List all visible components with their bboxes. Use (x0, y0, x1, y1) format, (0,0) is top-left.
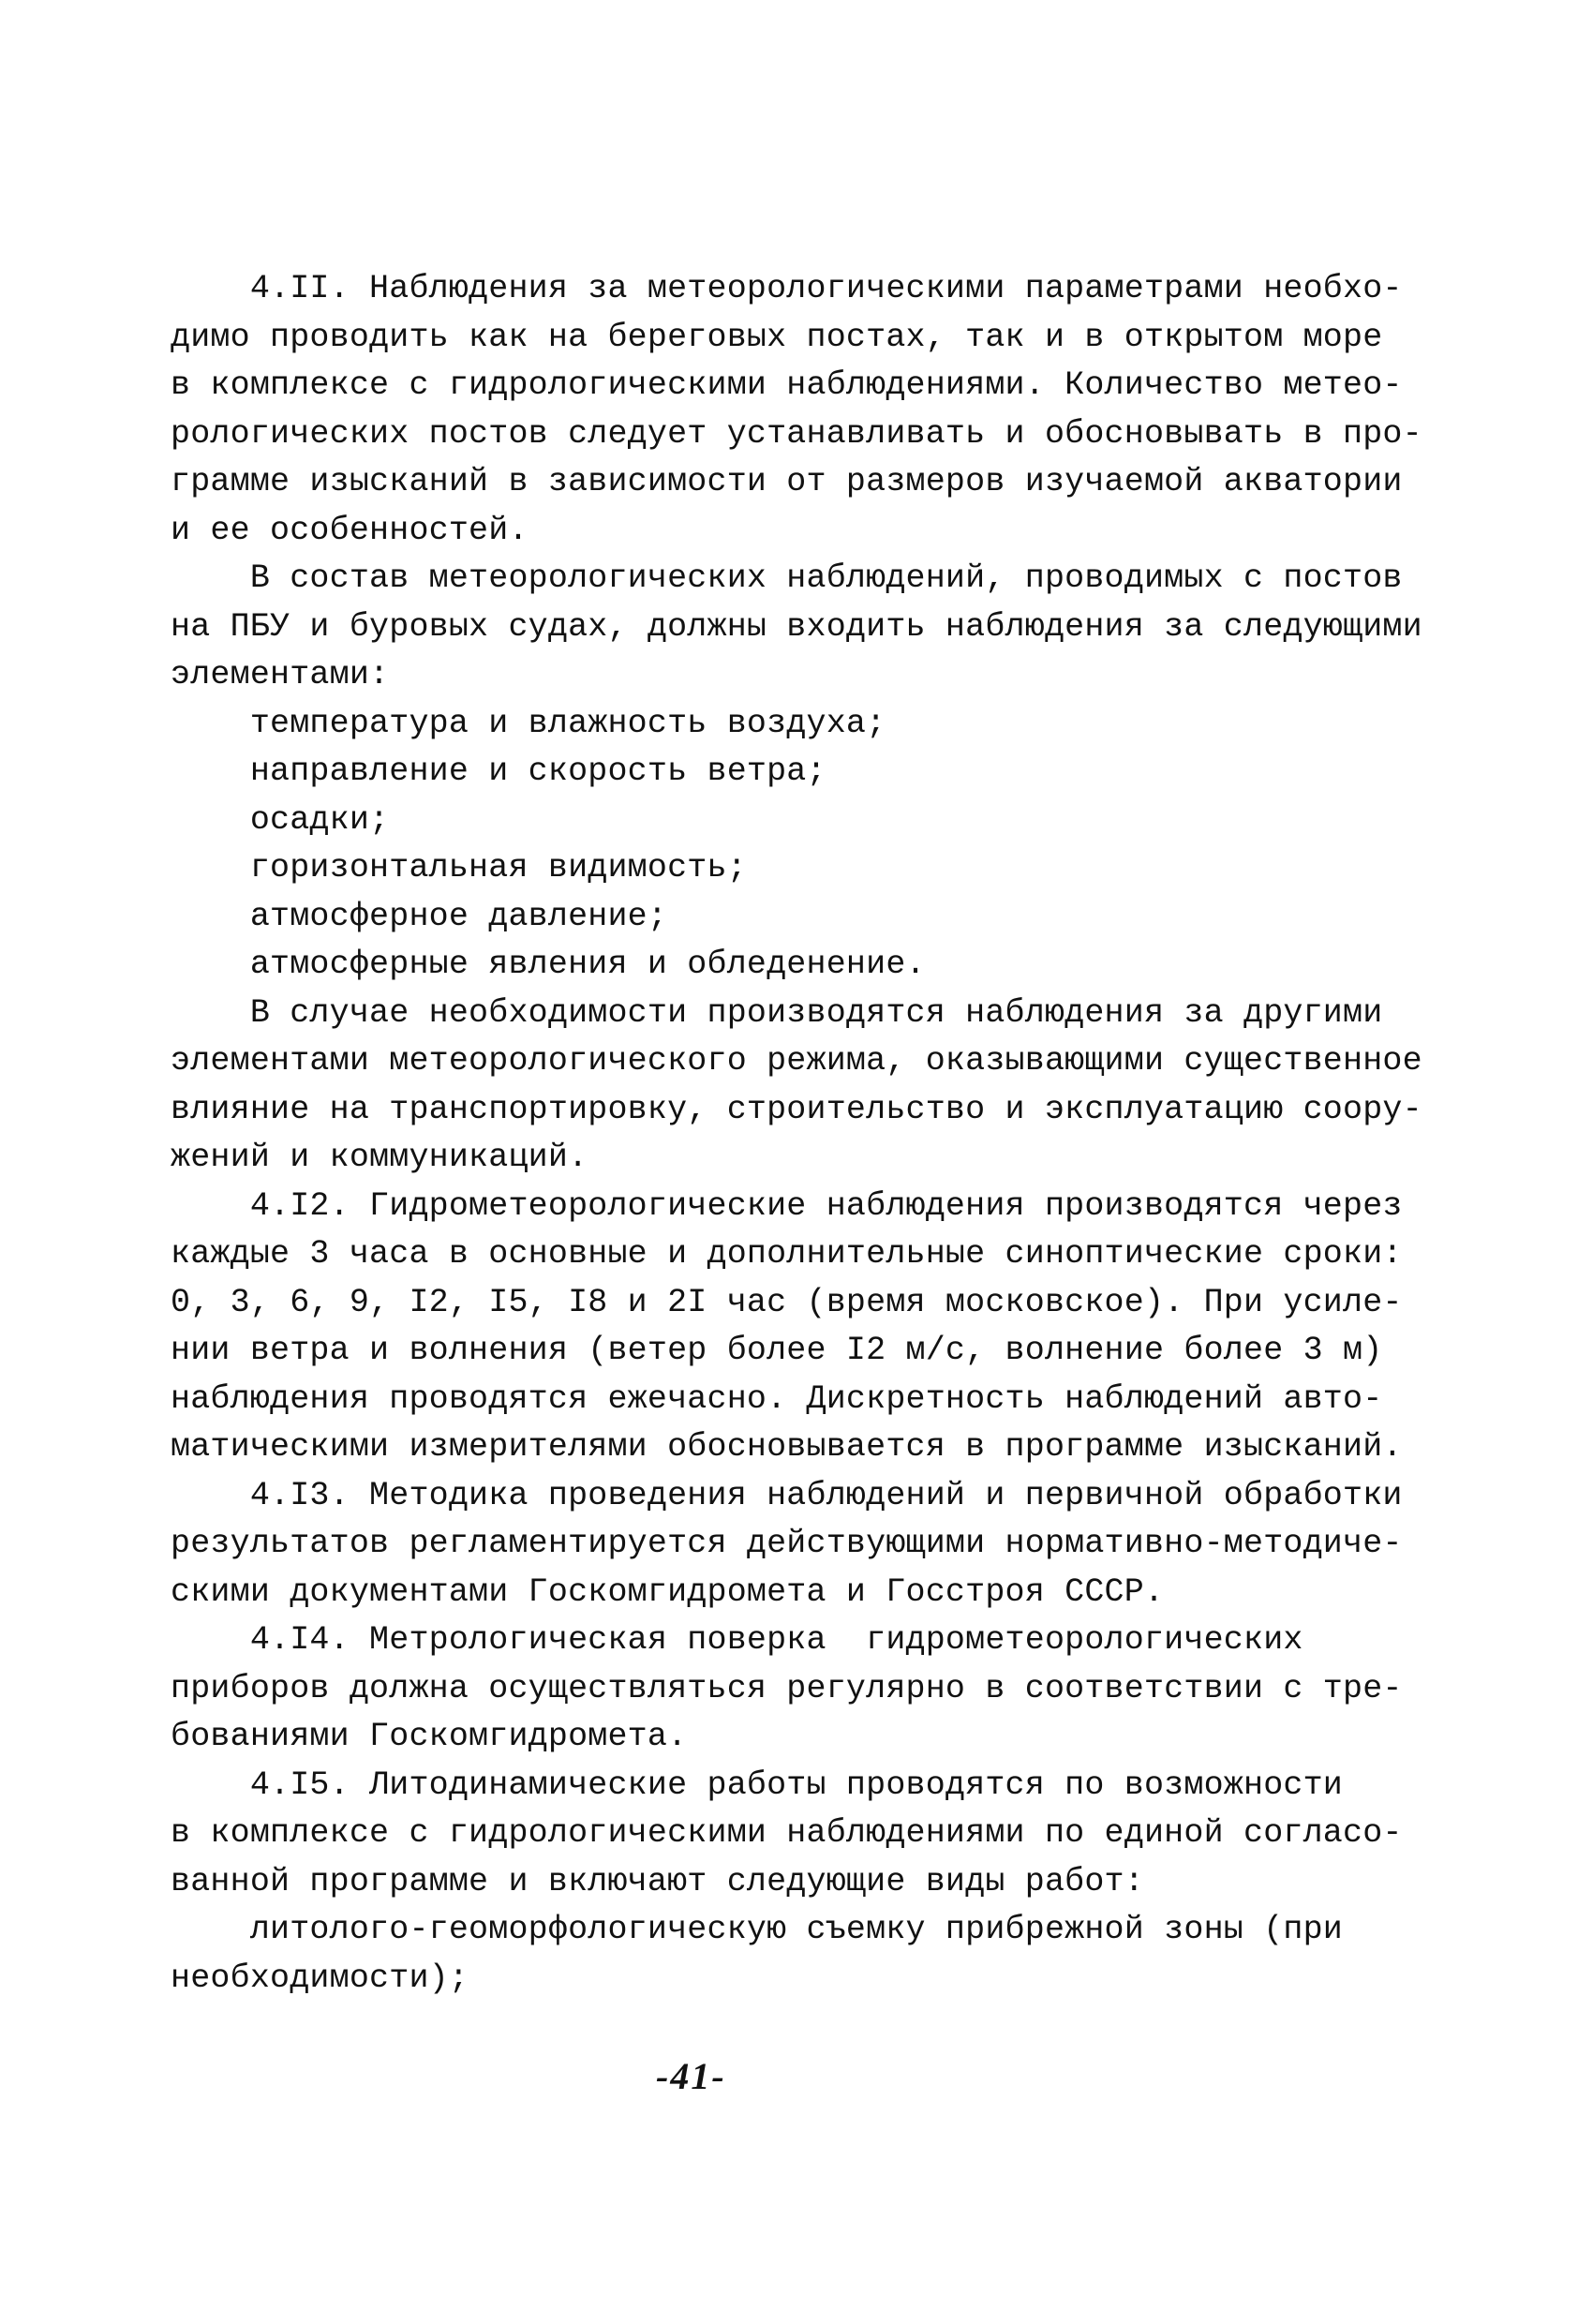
text-line: димо проводить как на береговых постах, так и в открытом море (171, 318, 1383, 356)
text-line: влияние на транспортировку, строительство и эксплуатацию соору- (171, 1090, 1422, 1128)
list-item: температура и влажность воздуха; (171, 704, 886, 742)
text-line: 4.I3. Методика проведения наблюдений и первичной обработки (171, 1476, 1403, 1514)
text-line: грамме изысканий в зависимости от размеров изучаемой акватории (171, 463, 1403, 500)
list-item: атмосферное давление; (171, 897, 668, 935)
list-item: горизонтальная видимость; (171, 849, 747, 886)
text-line: и ее особенностей. (171, 511, 529, 549)
text-line: бованиями Госкомгидромета. (171, 1718, 688, 1755)
text-line: приборов должна осуществляться регулярно в соответствии с тре- (171, 1669, 1403, 1707)
list-item: необходимости); (171, 1959, 469, 1997)
text-line: результатов регламентируется действующими нормативно-методиче- (171, 1525, 1403, 1562)
text-line: в комплексе с гидрологическими наблюдениями по единой согласо- (171, 1814, 1403, 1852)
text-line: 4.I2. Гидрометеорологические наблюдения производятся через (171, 1186, 1403, 1225)
list-item: направление и скорость ветра; (171, 752, 826, 790)
text-line: наблюдения проводятся ежечасно. Дискретность наблюдений авто- (171, 1379, 1383, 1418)
text-line: на ПБУ и буровых судах, должны входить наблюдения за следующими (171, 607, 1422, 646)
text-line: 4.I5. Литодинамические работы проводятся по возможности (171, 1765, 1344, 1804)
text-line: жений и коммуникаций. (171, 1139, 588, 1176)
text-line: матическими измерителями обосновывается в программе изысканий. (171, 1428, 1403, 1466)
list-item: осадки; (171, 800, 390, 839)
text-line: 0, 3, 6, 9, I2, I5, I8 и 2I час (время московское). При усиле- (171, 1283, 1403, 1321)
page-number: -41- (656, 2055, 726, 2097)
text-line: элементами метеорологического режима, оказывающими существенное (171, 1042, 1422, 1080)
text-line: в комплексе с гидрологическими наблюдениями. Количество метео- (171, 366, 1403, 404)
text-line: 4.II. Наблюдения за метеорологическими параметрами необхо- (171, 270, 1403, 307)
text-line: каждые 3 часа в основные и дополнительные синоптические сроки: (171, 1235, 1403, 1273)
text-line: В состав метеорологических наблюдений, проводимых с постов (171, 559, 1403, 597)
text-line: нии ветра и волнения (ветер более I2 м/с, волнение более 3 м) (171, 1332, 1383, 1369)
list-item: литолого-геоморфологическую съемку прибрежной зоны (при (171, 1911, 1344, 1948)
text-line: ванной программе и включают следующие виды работ: (171, 1862, 1144, 1900)
text-line: 4.I4. Метрологическая поверка гидрометеорологических (171, 1621, 1303, 1659)
text-line: В случае необходимости производятся наблюдения за другими (171, 993, 1383, 1032)
text-line: элементами: (171, 656, 390, 693)
list-item: атмосферные явления и обледенение. (171, 946, 926, 983)
text-line: рологических постов следует устанавливать и обосновывать в про- (171, 414, 1422, 453)
document-body (171, 265, 1440, 2003)
text-line: скими документами Госкомгидромета и Госстроя СССР. (171, 1572, 1165, 1611)
